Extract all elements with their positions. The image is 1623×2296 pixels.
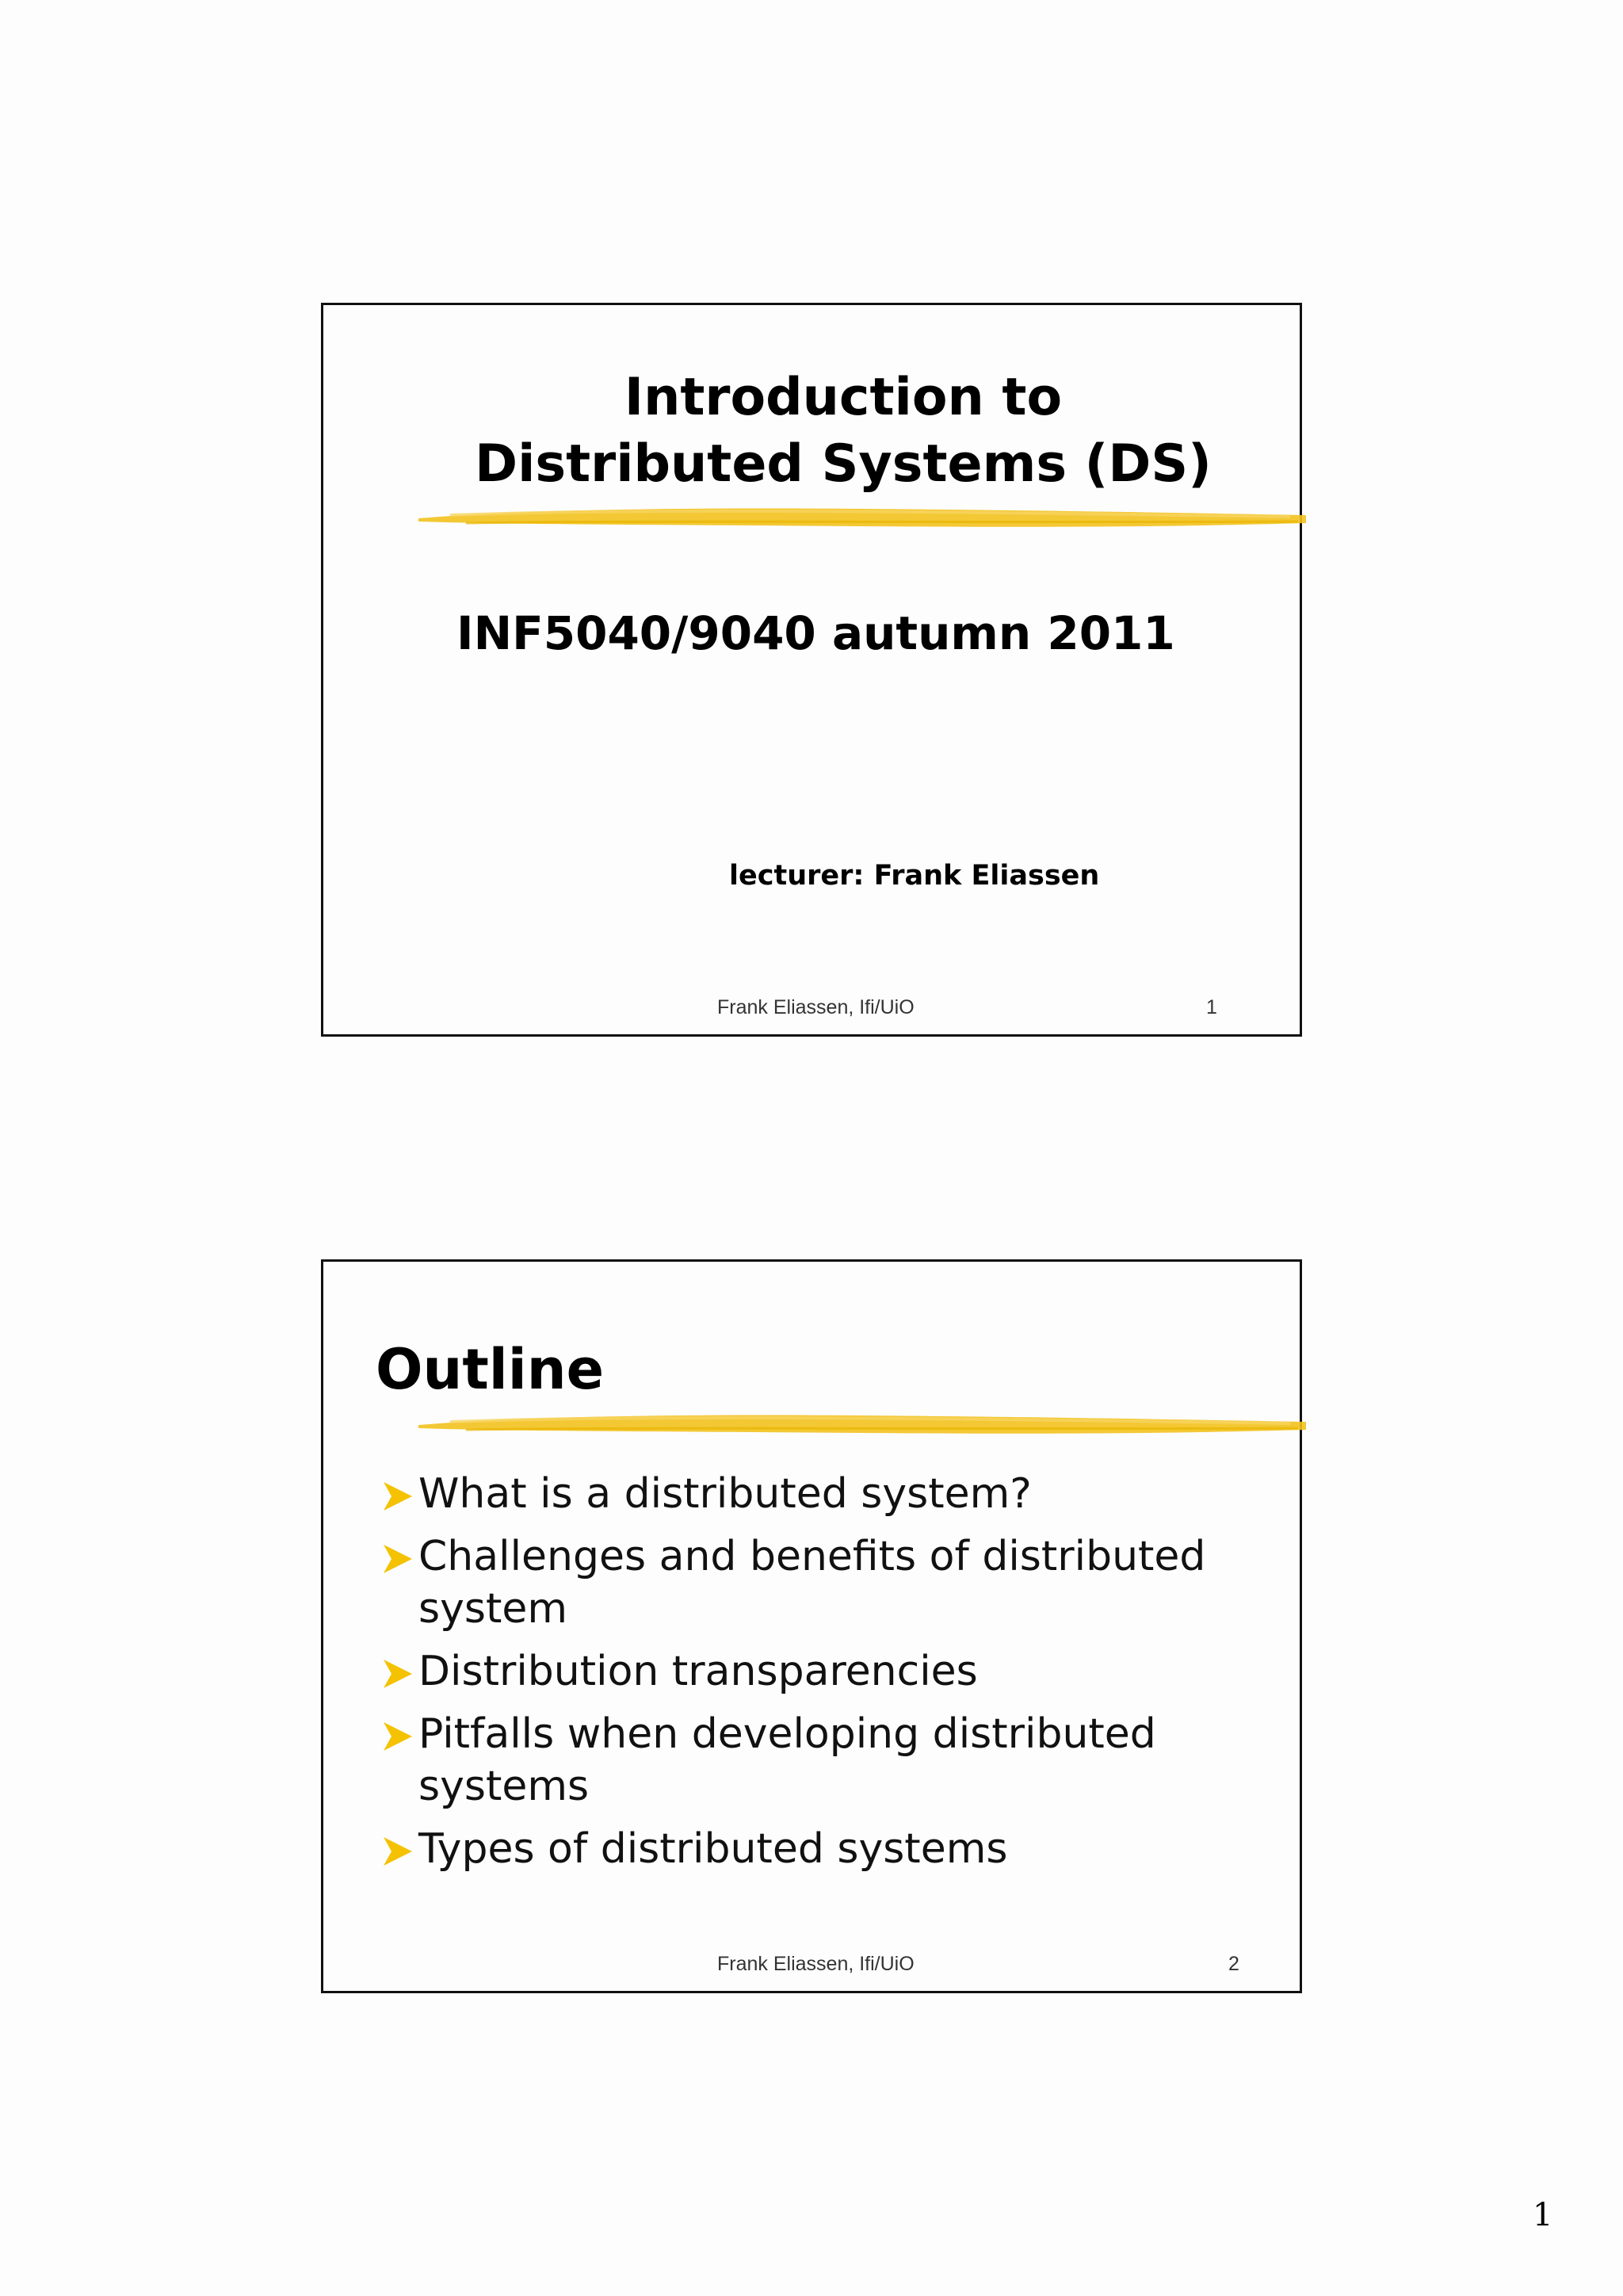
slide-footer: Frank Eliassen, Ifi/UiO xyxy=(717,1953,915,1975)
slide-page-number: 2 xyxy=(1228,1953,1239,1975)
list-item xyxy=(380,1468,1268,1520)
list-item xyxy=(380,1708,1268,1813)
slide-2 xyxy=(321,1259,1302,1993)
slide-title xyxy=(323,365,1300,498)
slide-title: Outline xyxy=(376,1337,605,1402)
slide-title-line-1: Introduction to xyxy=(624,368,1063,427)
list-item xyxy=(380,1823,1268,1875)
arrow-bullet-icon xyxy=(380,1479,415,1514)
list-item-text: Distribution transparencies xyxy=(418,1648,978,1695)
arrow-bullet-icon xyxy=(380,1834,415,1869)
slide-footer: Frank Eliassen, Ifi/UiO xyxy=(717,996,915,1018)
list-item xyxy=(380,1530,1268,1635)
list-item-text: Pitfalls when developing distributed systems xyxy=(418,1710,1156,1810)
highlighter-stroke-icon xyxy=(418,1406,1306,1442)
document-page-number: 1 xyxy=(1533,2197,1553,2233)
list-item xyxy=(380,1645,1268,1698)
slide-1 xyxy=(321,303,1302,1037)
course-subtitle: INF5040/9040 autumn 2011 xyxy=(456,606,1175,660)
slide-page-number: 1 xyxy=(1206,996,1217,1018)
slide-title-line-2: Distributed Systems (DS) xyxy=(475,434,1212,494)
list-item-text: Types of distributed systems xyxy=(418,1825,1008,1873)
arrow-bullet-icon xyxy=(380,1656,415,1691)
list-item-text: Challenges and benefits of distributed system xyxy=(418,1533,1206,1633)
arrow-bullet-icon xyxy=(380,1541,415,1576)
arrow-bullet-icon xyxy=(380,1719,415,1754)
highlighter-stroke-icon xyxy=(418,499,1306,536)
outline-list xyxy=(380,1468,1268,1885)
list-item-text: What is a distributed system? xyxy=(418,1470,1032,1518)
lecturer-line: lecturer: Frank Eliassen xyxy=(729,860,1100,892)
